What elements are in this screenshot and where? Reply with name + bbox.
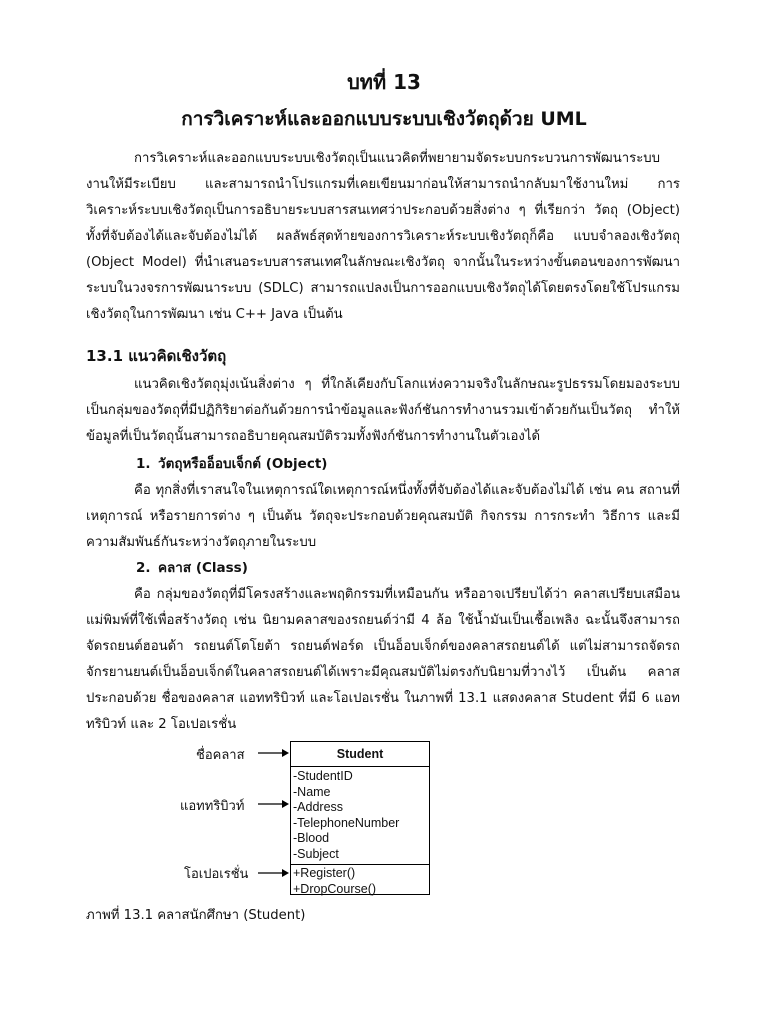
figure-caption: ภาพที่ 13.1 คลาสนักศึกษา (Student) [86,908,306,923]
uml-attribute: -TelephoneNumber [293,815,400,830]
attributes-label: แอททริบิวท์ [180,799,245,814]
section-heading: 13.1 แนวคิดเชิงวัตถุ [86,347,227,365]
item-number: 2. [136,560,151,576]
item-heading-class [136,556,248,578]
uml-operation: +Register() [293,866,356,880]
class-name-arrow [258,747,290,759]
intro-paragraph: การวิเคราะห์และออกแบบระบบเชิงวัตถุเป็นแนวคิดที่พยายามจัดระบบกระบวนการพัฒนาระบบงานให้มีระเบียบ และสามารถนำโปรแกรมที่เคยเขียนมาก่อนให้สามารถนำกลับมาใช้งานใหม่ การวิเคราะห์ระบบเชิงวัตถุเป็นการอธิบายระบบสารสนเทศว่าประกอบด้วยสิ่งต่าง ๆ ที่เรียกว่า วัตถุ (Object) ทั้งที่จับต้องได้และจับต้องไม่ได้ ผลลัพธ์สุดท้ายของการวิเคราะห์ระบบเชิงวัตถุก็คือ แบบจำลองเชิงวัตถุ (Object Model) ที่นำเสนอระบบสารสนเทศในลักษณะเชิงวัตถุ จากนั้นในระหว่างขั้นตอนของการพัฒนาระบบในวงจรการพัฒนาระบบ (SDLC) สามารถแปลงเป็นการออกแบบเชิงวัตถุได้โดยตรงโดยใช้โปรแกรมเชิงวัตถุในการพัฒนา เช่น C++ Java เป็นต้น [86,151,680,322]
class-name-label: ชื่อคลาส [196,748,245,763]
uml-attribute: -Blood [293,831,330,845]
chapter-title: การวิเคราะห์และออกแบบระบบเชิงวัตถุด้วย UML [181,108,587,130]
uml-class-name: Student [291,742,429,767]
uml-attribute: -Address [293,800,344,814]
item-number: 1. [136,456,151,472]
chapter-number: บทที่ 13 [347,70,421,94]
uml-operations [291,865,429,897]
item-paragraph-class: คือ กลุ่มของวัตถุที่มีโครงสร้างและพฤติกรรมที่เหมือนกัน หรืออาจเปรียบได้ว่า คลาสเปรียบเสมือนแม่พิมพ์ที่ใช้เพื่อสร้างวัตถุ เช่น นิยามคลาสของรถยนต์ว่ามี 4 ล้อ ใช้น้ำมันเป็นเชื้อเพลิง ฉะนั้นจึงสามารถจัดรถยนต์ฮอนด้า รถยนต์โตโยต้า รถยนต์ฟอร์ด เป็นอ็อบเจ็กต์ของคลาสรถยนต์ได้ แต่ไม่สามารถจัดรถจักรยานยนต์เป็นอ็อบเจ็กต์ในคลาสรถยนต์ได้เพราะมีคุณสมบัติไม่ตรงกับนิยามที่วางไว้ เป็นต้น คลาสประกอบด้วย ชื่อของคลาส แอททริบิวท์ และโอเปอเรชั่น ในภาพที่ 13.1 แสดงคลาส Student ที่มี 6 แอททริบิวท์ และ 2 โอเปอเรชั่น [86,587,680,732]
item-title: คลาส (Class) [158,560,248,576]
operations-arrow [258,867,290,879]
uml-attribute: -Name [293,784,331,799]
item-title: วัตถุหรืออ็อบเจ็กต์ (Object) [158,456,328,472]
section-paragraph: แนวคิดเชิงวัตถุมุ่งเน้นสิ่งต่าง ๆ ที่ใกล้เคียงกับโลกแห่งความจริงในลักษณะรูปธรรมโดยมองระบบเป็นกลุ่มของวัตถุที่มีปฏิกิริยาต่อกันด้วยการนำข้อมูลและฟังก์ชันการทำงานรวมเข้าด้วยกันเป็นวัตถุ ทำให้ข้อมูลที่เป็นวัตถุนั้นสามารถอธิบายคุณสมบัติรวมทั้งฟังก์ชันการทำงานในตัวเองได้ [86,377,680,444]
operations-label: โอเปอเรชั่น [184,867,249,882]
item-heading-object [136,452,327,474]
item-paragraph-object: คือ ทุกสิ่งที่เราสนใจในเหตุการณ์ใดเหตุการณ์หนึ่งทั้งที่จับต้องได้และจับต้องไม่ได้ เช่น คน สถานที่ เหตุการณ์ หรือรายการต่าง ๆ เป็นต้น วัตถุจะประกอบด้วยคุณสมบัติ กิจกรรม การกระทำ วิธีการ และมีความสัมพันธ์กันระหว่างวัตถุภายในระบบ [86,483,680,550]
uml-class-box [290,741,430,895]
attributes-arrow [258,798,290,810]
uml-attributes [291,767,429,865]
uml-attribute: -StudentID [293,769,353,783]
uml-operation: +DropCourse() [293,881,377,896]
uml-attribute: -Subject [293,846,339,861]
